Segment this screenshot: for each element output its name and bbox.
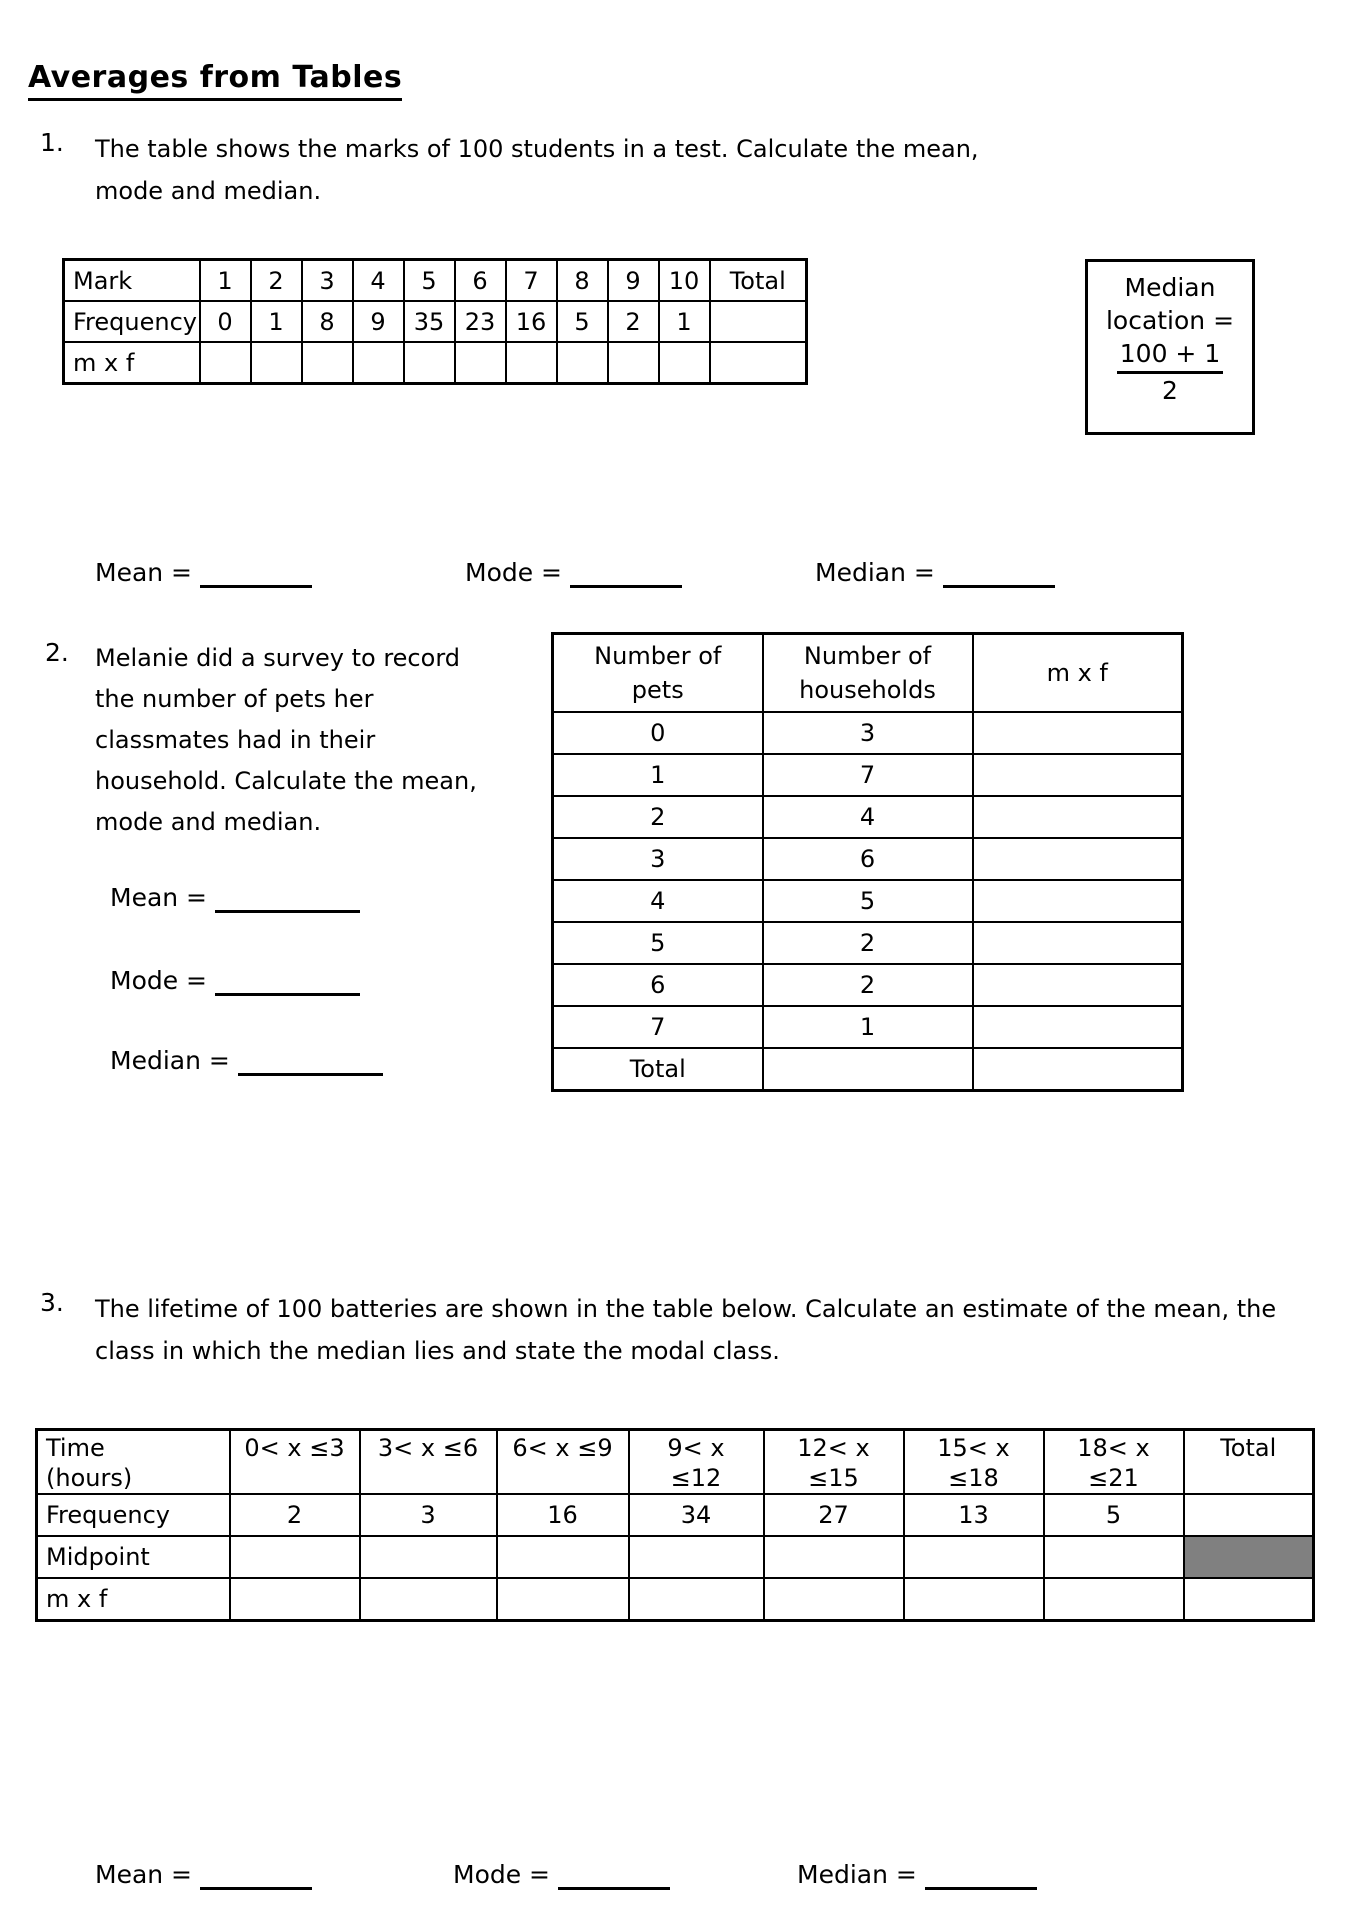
q2-mode-answer [110,966,360,996]
q3-class-header [904,1430,1044,1495]
q2-households-cell: 2 [763,922,973,964]
q2-pets-cell: 7 [553,1006,763,1048]
mode-label: Mode = [110,966,208,995]
empty-cell [763,1048,973,1091]
header-line: 15< x [937,1434,1010,1462]
median-fraction-numerator: 100 + 1 [1117,337,1223,374]
q3-midpoint-label: Midpoint [37,1536,230,1578]
q3-mode-answer [453,1860,670,1890]
q2-households-cell: 6 [763,838,973,880]
q1-mark-cell: 8 [557,260,608,302]
empty-cell [629,1536,764,1578]
q2-pets-cell: 5 [553,922,763,964]
mean-answer-blank [200,573,312,588]
q1-frequency-cell: 1 [251,301,302,342]
header-line: Time [46,1434,105,1462]
median-location-box [1085,259,1255,435]
q3-class-header [764,1430,904,1495]
table-row [553,922,1183,964]
mode-label: Mode = [453,1860,551,1889]
q1-mark-label: Mark [64,260,200,302]
q3-frequency-cell: 2 [230,1494,360,1536]
q3-class-header [1044,1430,1184,1495]
median-answer-blank [925,1875,1037,1890]
q2-households-cell: 4 [763,796,973,838]
q3-class-header [230,1430,360,1495]
q2-households-header [763,634,973,713]
q1-mark-cell: 1 [200,260,251,302]
empty-cell [659,342,710,384]
q3-mxf-label: m x f [37,1578,230,1621]
table-row [37,1430,1314,1495]
median-label: Median = [110,1046,230,1075]
median-box-line1: Median [1124,273,1216,302]
header-line: Number of [803,642,932,670]
q2-pets-header [553,634,763,713]
q3-frequency-cell: 3 [360,1494,497,1536]
q1-mode-answer [465,558,682,588]
q1-frequency-cell: 5 [557,301,608,342]
header-line: pets [631,676,684,704]
q1-mark-cell: 7 [506,260,557,302]
q1-number: 1. [40,128,64,157]
median-answer-blank [943,573,1055,588]
q2-households-cell: 2 [763,964,973,1006]
mode-label: Mode = [465,558,563,587]
median-label: Median = [797,1860,917,1889]
table-row [553,838,1183,880]
empty-cell [764,1536,904,1578]
q2-households-cell: 1 [763,1006,973,1048]
header-line: Number of [594,642,722,670]
q1-total-header: Total [710,260,807,302]
table-row [553,1048,1183,1091]
q1-frequency-cell: 16 [506,301,557,342]
empty-cell [973,964,1183,1006]
q2-number: 2. [45,638,69,667]
header-line: households [799,676,936,704]
q1-mxf-label: m x f [64,342,200,384]
q2-households-cell: 7 [763,754,973,796]
q1-mark-cell: 2 [251,260,302,302]
table-row [553,754,1183,796]
empty-cell [904,1536,1044,1578]
empty-cell [764,1578,904,1621]
mean-label: Mean = [95,558,193,587]
q2-median-answer [110,1046,383,1076]
header-line: ≤21 [1088,1464,1139,1492]
header-line: m x f [1046,659,1108,687]
table-row [553,880,1183,922]
q2-total-label: Total [553,1048,763,1091]
empty-cell [629,1578,764,1621]
table-row [553,634,1183,713]
q2-table [551,632,1184,1092]
header-line: 6< x ≤9 [512,1434,613,1462]
q1-frequency-cell: 9 [353,301,404,342]
q2-pets-cell: 6 [553,964,763,1006]
mean-answer-blank [200,1875,312,1890]
q3-frequency-cell: 27 [764,1494,904,1536]
q1-frequency-cell: 35 [404,301,455,342]
empty-cell [710,342,807,384]
empty-cell [1184,1494,1314,1536]
empty-cell [904,1578,1044,1621]
empty-cell [710,301,807,342]
empty-cell [973,922,1183,964]
mean-label: Mean = [95,1860,193,1889]
table-row [553,1006,1183,1048]
empty-cell [1044,1536,1184,1578]
mode-answer-blank [570,573,682,588]
header-line: 0< x ≤3 [244,1434,345,1462]
q2-mean-answer [110,883,360,913]
median-label: Median = [815,558,935,587]
q3-frequency-cell: 13 [904,1494,1044,1536]
header-line: 9< x [667,1434,725,1462]
empty-cell [360,1536,497,1578]
q2-pets-cell: 3 [553,838,763,880]
table-row [64,342,807,384]
empty-cell [557,342,608,384]
q2-pets-cell: 0 [553,712,763,754]
q1-mark-cell: 10 [659,260,710,302]
header-line: 18< x [1077,1434,1150,1462]
q3-frequency-cell: 5 [1044,1494,1184,1536]
header-line: (hours) [46,1464,133,1492]
table-row [64,260,807,302]
mean-label: Mean = [110,883,208,912]
q3-class-header [629,1430,764,1495]
q1-mean-answer [95,558,312,588]
mode-answer-blank [558,1875,670,1890]
empty-cell [497,1536,629,1578]
q1-prompt: The table shows the marks of 100 students in a test. Calculate the mean, mode and median. [95,135,979,205]
header-line: ≤15 [808,1464,859,1492]
table-row [37,1494,1314,1536]
q3-mean-answer [95,1860,312,1890]
table-row [553,712,1183,754]
median-answer-blank [238,1061,383,1076]
empty-cell [230,1536,360,1578]
header-line: Total [1220,1434,1277,1462]
table-row [553,796,1183,838]
header-line: ≤12 [670,1464,722,1492]
q2-mxf-header [973,634,1183,713]
empty-cell [973,838,1183,880]
q1-mark-cell: 9 [608,260,659,302]
table-row [553,964,1183,1006]
q3-time-label [37,1430,230,1495]
header-line: ≤18 [948,1464,999,1492]
q1-frequency-cell: 2 [608,301,659,342]
header-line: 3< x ≤6 [377,1434,479,1462]
table-row [37,1536,1314,1578]
empty-cell [973,1006,1183,1048]
empty-cell [973,712,1183,754]
q2-households-cell: 3 [763,712,973,754]
q1-frequency-cell: 23 [455,301,506,342]
empty-cell [360,1578,497,1621]
empty-cell [251,342,302,384]
q2-pets-cell: 4 [553,880,763,922]
q2-households-cell: 5 [763,880,973,922]
empty-cell [404,342,455,384]
empty-cell [973,754,1183,796]
q3-number: 3. [40,1288,64,1317]
q3-frequency-label: Frequency [37,1494,230,1536]
empty-cell [353,342,404,384]
q3-table [35,1428,1315,1622]
q1-frequency-cell: 8 [302,301,353,342]
empty-cell [1044,1578,1184,1621]
q3-total-header [1184,1430,1314,1495]
q1-mark-cell: 6 [455,260,506,302]
empty-cell [302,342,353,384]
median-box-line2: location = [1105,306,1235,335]
q1-mark-cell: 3 [302,260,353,302]
q1-frequency-cell: 1 [659,301,710,342]
q1-table [62,258,808,385]
empty-cell [506,342,557,384]
page-title: Averages from Tables [28,60,402,101]
empty-cell [455,342,506,384]
table-row [37,1578,1314,1621]
header-line: 12< x [797,1434,870,1462]
q2-prompt: Melanie did a survey to record the number of pets her classmates had in their household. Calculate the mean, mode and median. [95,644,477,836]
mode-answer-blank [215,981,360,996]
q3-median-answer [797,1860,1037,1890]
q2-pets-cell: 1 [553,754,763,796]
q3-prompt: The lifetime of 100 batteries are shown in the table below. Calculate an estimate of the mean, the class in which the median lies and state the modal class. [95,1295,1277,1365]
empty-cell [973,1048,1183,1091]
empty-cell [973,796,1183,838]
table-row [64,301,807,342]
mean-answer-blank [215,898,360,913]
q1-frequency-cell: 0 [200,301,251,342]
q3-midpoint-total-cell [1184,1536,1314,1578]
empty-cell [608,342,659,384]
median-fraction-denominator: 2 [1162,376,1178,405]
q1-frequency-label: Frequency [64,301,200,342]
q2-pets-cell: 2 [553,796,763,838]
q1-median-answer [815,558,1055,588]
empty-cell [200,342,251,384]
q3-class-header [360,1430,497,1495]
q1-mark-cell: 5 [404,260,455,302]
empty-cell [230,1578,360,1621]
q1-mark-cell: 4 [353,260,404,302]
q3-frequency-cell: 34 [629,1494,764,1536]
empty-cell [1184,1578,1314,1621]
empty-cell [973,880,1183,922]
q3-class-header [497,1430,629,1495]
q3-frequency-cell: 16 [497,1494,629,1536]
empty-cell [497,1578,629,1621]
